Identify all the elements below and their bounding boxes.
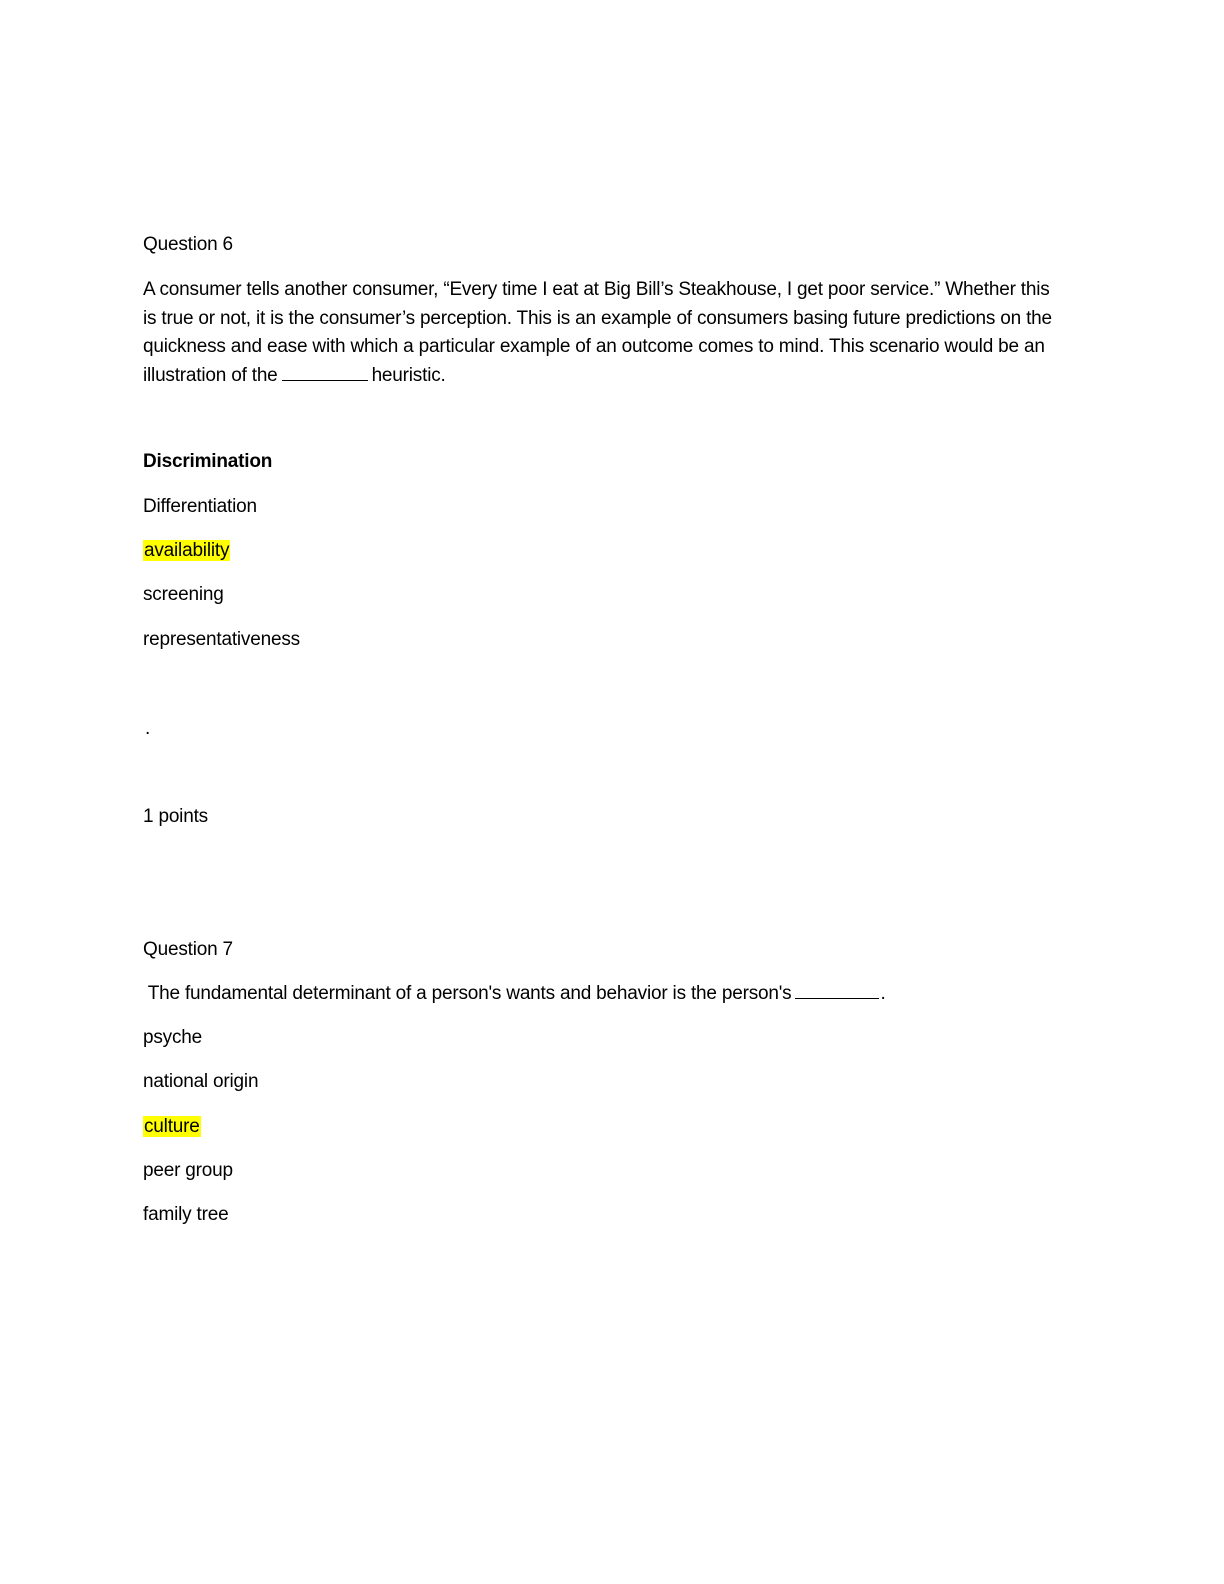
question-7-prompt-suffix: . xyxy=(880,983,886,1004)
answer-blank xyxy=(795,983,879,999)
question-7-prompt xyxy=(143,983,886,1005)
question-6-heading: Question 6 xyxy=(143,234,233,255)
question-7-option-peer-group: peer group xyxy=(143,1160,233,1181)
highlighted-answer: culture xyxy=(144,1116,200,1137)
question-6-prompt xyxy=(143,276,1058,390)
question-7-option-family-tree: family tree xyxy=(143,1204,229,1225)
question-7-option-culture xyxy=(143,1116,201,1138)
separator-dot: . xyxy=(145,718,151,739)
question-7-prompt-text: The fundamental determinant of a person's wants and behavior is the person's xyxy=(143,983,792,1004)
question-7-option-psyche: psyche xyxy=(143,1027,203,1048)
question-6-option-discrimination: Discrimination xyxy=(143,451,273,472)
question-6-option-availability xyxy=(143,540,230,562)
question-6-option-screening: screening xyxy=(143,584,224,605)
question-6-option-differentiation: Differentiation xyxy=(143,496,257,517)
question-7-heading: Question 7 xyxy=(143,939,233,960)
question-6-option-representativeness: representativeness xyxy=(143,629,300,650)
answer-blank xyxy=(282,365,368,381)
highlighted-answer: availability xyxy=(144,540,230,561)
question-6-prompt-suffix: heuristic. xyxy=(371,364,446,386)
question-6-points: 1 points xyxy=(143,806,208,827)
question-7-option-national-origin: national origin xyxy=(143,1071,259,1092)
question-6-prompt-text: A consumer tells another consumer, “Every time I eat at Big Bill’s Steakhouse, I get poor service.” Whether this is true or not, it is the consumer’s perception. This is an example of consumers basing future predictions on the quickness and ease with which a particular example of an outcome comes to mind. This scenario would be an illustration of the xyxy=(143,279,1052,386)
